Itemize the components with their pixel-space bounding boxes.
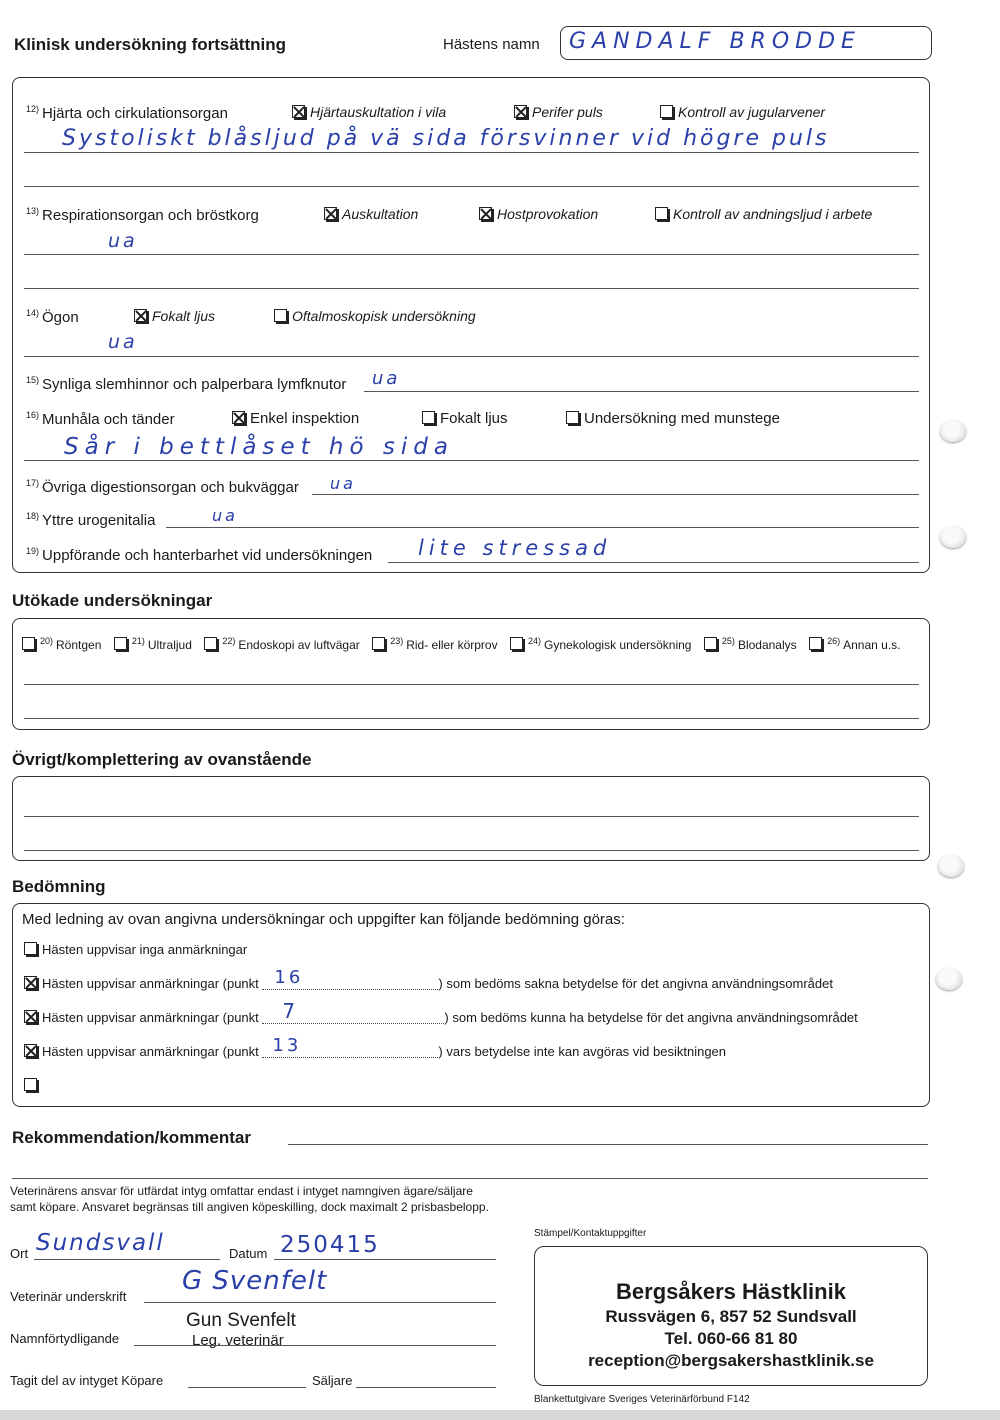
checkbox-mouth-gag[interactable]: Undersökning med munstege: [566, 410, 780, 427]
checkbox-icon: [24, 942, 37, 955]
checkbox-icon: [704, 637, 717, 650]
other-title: Övrigt/komplettering av ovanstående: [12, 750, 312, 769]
clinic-phone: Tel. 060-66 81 80: [664, 1329, 798, 1348]
checkbox-icon: [510, 637, 523, 650]
line: [24, 718, 919, 719]
extended-option-riding-test[interactable]: $^{23)}$ Rid- eller körprov: [372, 638, 497, 652]
vet-name-value: Gun Svenfelt: [186, 1310, 296, 1331]
ort-label: Ort: [10, 1246, 29, 1261]
other-box[interactable]: [12, 776, 930, 861]
horse-name-field[interactable]: [560, 26, 932, 60]
vet-signature-label: Veterinär underskrift: [10, 1289, 127, 1304]
line: [144, 1302, 496, 1303]
assessment-intro: Med ledning av ovan angivna undersökningar och uppgifter kan följande bedömning göras:: [22, 911, 625, 928]
checkbox-jugular-veins[interactable]: Kontroll av jugularvener: [660, 104, 825, 120]
line: [274, 1259, 496, 1260]
line: [166, 527, 919, 528]
checkbox-icon: [24, 1078, 37, 1091]
line: [24, 186, 919, 187]
section-15-handwriting: ua: [372, 368, 401, 389]
section-15-label: $^{15)}$ Synliga slemhinnor och palperbara lymfknutor: [26, 375, 347, 393]
checkbox-icon: [655, 207, 668, 220]
checkbox-icon: [422, 411, 435, 424]
checkbox-checked-icon: [24, 976, 37, 989]
assessment-row-undetermined[interactable]: Hästen uppvisar anmärkningar (punkt 13 ) vars betydelse inte kan avgöras vid besiktningen: [24, 1044, 726, 1059]
checkbox-checked-icon: [24, 1010, 37, 1023]
section-18-label: $^{18)}$ Yttre urogenitalia: [26, 511, 156, 529]
assessment-title: Bedömning: [12, 877, 106, 896]
datum-value: 250415: [280, 1232, 380, 1258]
assessment-point-value: 16: [274, 967, 304, 988]
line: [288, 1144, 928, 1145]
extended-option-other[interactable]: $^{26)}$ Annan u.s.: [809, 638, 900, 652]
section-13-label: $^{13)}$ Respirationsorgan och bröstkorg: [26, 206, 259, 224]
checkbox-icon: [660, 105, 673, 118]
clinic-email: reception@bergsakershastklinik.se: [588, 1351, 874, 1370]
checkbox-checked-icon: [479, 207, 492, 220]
section-12-handwriting: Systoliskt blåsljud på vä sida försvinner vid högre puls: [62, 126, 830, 151]
section-14-label: $^{14)}$ Ögon: [26, 308, 79, 326]
extended-option-blood[interactable]: $^{25)}$ Blodanalys: [704, 638, 797, 652]
extended-option-xray[interactable]: $^{20)}$ Röntgen: [22, 638, 101, 652]
section-16-handwriting: Sår i bettlåset hö sida: [64, 434, 454, 460]
assessment-point-value: 13: [272, 1035, 302, 1056]
section-12-label: $^{12)}$ Hjärta och cirkulationsorgan: [26, 104, 228, 122]
vet-title-value: Leg. veterinär: [192, 1332, 284, 1349]
vet-signature-value: G Svenfelt: [182, 1266, 328, 1296]
checkbox-checked-icon: [324, 207, 337, 220]
extended-option-endoscopy[interactable]: $^{22)}$ Endoskopi av luftvägar: [204, 638, 359, 652]
checkbox-breathing-sounds[interactable]: Kontroll av andningsljud i arbete: [655, 206, 872, 222]
assessment-row-none[interactable]: Hästen uppvisar inga anmärkningar: [24, 942, 247, 957]
buyer-label: Tagit del av intyget Köpare: [10, 1373, 164, 1388]
line: [188, 1387, 306, 1388]
line: [24, 816, 919, 817]
line: [24, 684, 919, 685]
checkbox-ophthalmoscopic[interactable]: Oftalmoskopisk undersökning: [274, 308, 476, 324]
punch-hole-icon: [938, 855, 964, 877]
clinic-stamp: [534, 1246, 928, 1386]
extended-title: Utökade undersökningar: [12, 591, 213, 610]
name-clarification-label: Namnförtydligande: [10, 1331, 120, 1346]
section-16-label: $^{16)}$ Munhåla och tänder: [26, 410, 175, 428]
checkbox-icon: [566, 411, 579, 424]
section-17-handwriting: ua: [330, 474, 356, 493]
checkbox-peripheral-pulse[interactable]: Perifer puls: [514, 104, 603, 120]
punch-hole-icon: [936, 968, 962, 990]
checkbox-checked-icon: [134, 309, 147, 322]
line: [34, 1259, 220, 1260]
assessment-box: [12, 903, 930, 1107]
section-17-label: $^{17)}$ Övriga digestionsorgan och bukväggar: [26, 478, 299, 496]
checkbox-icon: [809, 637, 822, 650]
checkbox-icon: [22, 637, 35, 650]
ort-value: Sundsvall: [36, 1230, 165, 1256]
line: [356, 1387, 496, 1388]
checkbox-focal-light-mouth[interactable]: Fokalt ljus: [422, 410, 508, 427]
checkbox-icon: [372, 637, 385, 650]
assessment-row-blank[interactable]: [24, 1077, 42, 1095]
page-title: Klinisk undersökning fortsättning: [14, 35, 287, 54]
section-18-handwriting: ua: [212, 506, 238, 525]
line: [134, 1345, 496, 1346]
line: [312, 494, 919, 495]
line: [24, 850, 919, 851]
line: [24, 460, 919, 461]
horse-name-value: GANDALF BRODDE: [569, 29, 861, 54]
line: [388, 562, 919, 563]
line: [24, 152, 919, 153]
assessment-row-possible-significance[interactable]: Hästen uppvisar anmärkningar (punkt 7 ) som bedöms kunna ha betydelse för det angivna användningsområdet: [24, 1010, 858, 1025]
section-13-handwriting: ua: [108, 230, 138, 252]
disclaimer-line-2: samt köpare. Ansvaret begränsas till angiven köpeskilling, dock maximalt 2 prisbasbelopp.: [10, 1200, 489, 1214]
extended-option-ultrasound[interactable]: $^{21)}$ Ultraljud: [114, 638, 192, 652]
checkbox-auscultation[interactable]: Auskultation: [324, 206, 418, 222]
assessment-point-value: 7: [282, 999, 299, 1023]
checkbox-simple-inspection[interactable]: Enkel inspektion: [232, 410, 359, 427]
checkbox-cough-provocation[interactable]: Hostprovokation: [479, 206, 598, 222]
line: [24, 254, 919, 255]
checkbox-checked-icon: [232, 411, 245, 424]
checkbox-icon: [274, 309, 287, 322]
line: [364, 391, 919, 392]
line: [12, 1178, 928, 1179]
checkbox-icon: [204, 637, 217, 650]
line: [24, 288, 919, 289]
checkbox-checked-icon: [514, 105, 527, 118]
line: [24, 356, 919, 357]
checkbox-focal-light[interactable]: Fokalt ljus: [134, 308, 215, 324]
section-19-handwriting: lite stressad: [418, 536, 612, 560]
checkbox-checked-icon: [24, 1044, 37, 1057]
checkbox-icon: [114, 637, 127, 650]
clinic-name: Bergsåkers Hästklinik: [616, 1279, 846, 1304]
section-14-handwriting: ua: [108, 331, 138, 353]
seller-label: Säljare: [312, 1373, 353, 1388]
extended-box: [12, 618, 930, 730]
recommendation-title: Rekommendation/kommentar: [12, 1128, 251, 1147]
page-edge: [0, 1410, 1000, 1420]
horse-name-label: Hästens namn: [443, 36, 540, 53]
stamp-caption: Stämpel/Kontaktuppgifter: [534, 1228, 647, 1239]
punch-hole-icon: [940, 420, 966, 442]
form-issuer: Blankettutgivare Sveriges Veterinärförbund F142: [534, 1394, 750, 1405]
disclaimer-line-1: Veterinärens ansvar för utfärdat intyg omfattar endast i intyget namngiven ägare/säljare: [10, 1184, 473, 1198]
extended-options: [22, 636, 901, 654]
clinic-address: Russvägen 6, 857 52 Sundsvall: [605, 1307, 857, 1326]
punch-hole-icon: [940, 526, 966, 548]
datum-label: Datum: [229, 1246, 268, 1261]
section-19-label: $^{19)}$ Uppförande och hanterbarhet vid undersökningen: [26, 546, 373, 564]
checkbox-heart-auscultation[interactable]: Hjärtauskultation i vila: [292, 104, 446, 120]
assessment-row-no-significance[interactable]: Hästen uppvisar anmärkningar (punkt 16 ) som bedöms sakna betydelse för det angivna användningsområdet: [24, 976, 833, 991]
extended-option-gynecological[interactable]: $^{24)}$ Gynekologisk undersökning: [510, 638, 691, 652]
checkbox-checked-icon: [292, 105, 305, 118]
